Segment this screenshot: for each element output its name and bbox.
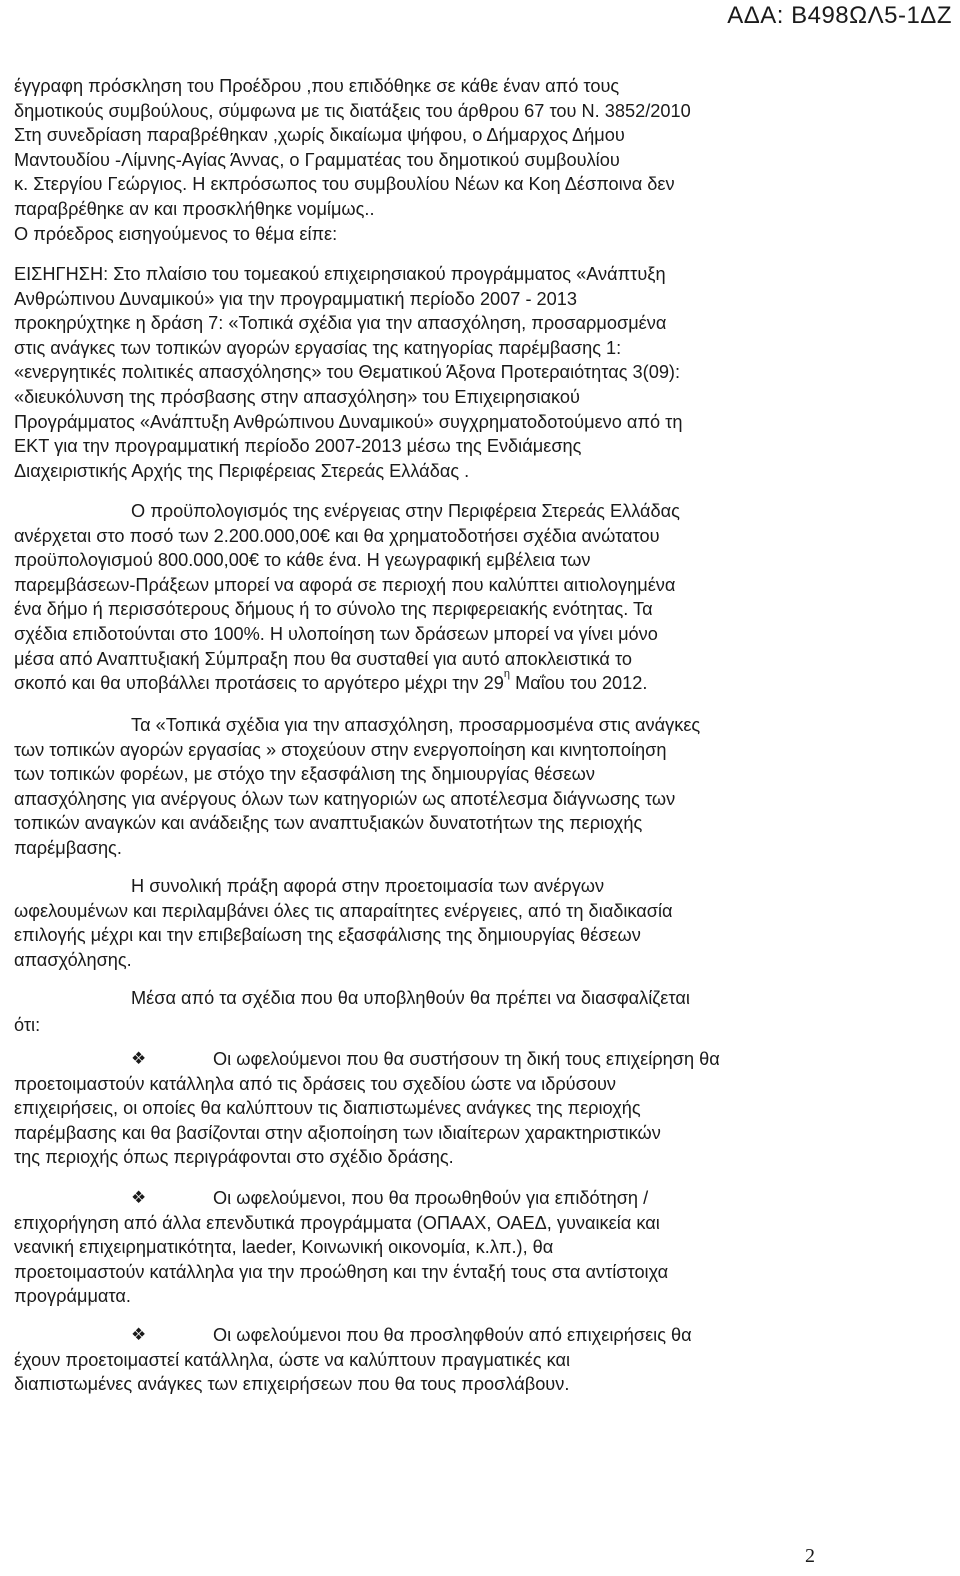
ada-code: ΑΔΑ: Β498ΩΛ5-1ΔΖ xyxy=(727,2,952,29)
text-line: επιλογής μέχρι και την επιβεβαίωση της εξασφάλισης της δημιουργίας θέσεων xyxy=(14,925,641,946)
text-line: στις ανάγκες των τοπικών αγορών εργασίας της κατηγορίας παρέμβασης 1: xyxy=(14,337,622,358)
text-line: των τοπικών αγορών εργασίας » στοχεύουν στην ενεργοποίηση και κινητοποίηση xyxy=(14,739,667,760)
deadline-superscript: η xyxy=(503,668,511,681)
text-line: σχέδια επιδοτούνται στο 100%. Η υλοποίηση των δράσεων μπορεί να γίνει μόνο xyxy=(14,623,658,644)
plans-paragraph xyxy=(14,713,844,861)
intro-paragraph xyxy=(14,74,844,246)
text-line: Οι ωφελούμενοι που θα προσληφθούν από επιχειρήσεις θα xyxy=(213,1325,692,1345)
text-line: διαπιστωμένες ανάγκες των επιχειρήσεων που θα τους προσλάβουν. xyxy=(14,1374,570,1395)
text-line: δημοτικούς συμβούλους, σύμφωνα με τις διατάξεις του άρθρου 67 του Ν. 3852/2010 xyxy=(14,100,691,121)
text-line: προετοιμαστούν κατάλληλα για την προώθηση και την ένταξή τους στα αντίστοιχα xyxy=(14,1261,669,1282)
bullet-item xyxy=(14,1323,844,1397)
text-line: προγράμματα. xyxy=(14,1286,131,1307)
deadline-text-end: Μαΐου του 2012. xyxy=(510,673,648,694)
text-line: έγγραφη πρόσκληση του Προέδρου ,που επιδόθηκε σε κάθε έναν από τους xyxy=(14,76,620,96)
text-line: νεανική επιχειρηματικότητα, laeder, Κοινωνική οικονομία, κ.λπ.), θα xyxy=(14,1237,554,1258)
text-line: Οι ωφελούμενοι, που θα προωθηθούν για επιδότηση / xyxy=(213,1188,649,1208)
text-line: Μαντουδίου -Λίμνης-Αγίας Άννας, ο Γραμματέας του δημοτικού συμβουλίου xyxy=(14,149,620,170)
text-line: Οι ωφελούμενοι που θα συστήσουν τη δική τους επιχείρηση θα xyxy=(213,1049,720,1069)
text-line: «ενεργητικές πολιτικές απασχόλησης» του Θεματικού Άξονα Προτεραιότητας 3(09): xyxy=(14,362,681,383)
deadline-line xyxy=(14,668,844,696)
text-line: της περιοχής όπως περιγράφονται στο σχέδιο δράσης. xyxy=(14,1147,454,1168)
text-line: ωφελουμένων και περιλαμβάνει όλες τις απαραίτητες ενέργειες, από τη διαδικασία xyxy=(14,900,673,921)
page-number: 2 xyxy=(805,1545,815,1567)
action-paragraph xyxy=(14,874,844,972)
ensure-line xyxy=(14,986,844,1011)
text-line: προϋπολογισμού 800.000,00€ το κάθε ένα. Η γεωγραφική εμβέλεια των xyxy=(14,550,591,571)
text-line: προκηρύχτηκε η δράση 7: «Τοπικά σχέδια για την απασχόληση, προσαρμοσμένα xyxy=(14,313,667,334)
text-line: παρέμβασης. xyxy=(14,837,122,858)
text-line: μέσα από Αναπτυξιακή Σύμπραξη που θα συσταθεί για αυτό αποκλειστικά το xyxy=(14,648,632,669)
text-line: έχουν προετοιμαστεί κατάλληλα, ώστε να καλύπτουν πραγματικές και xyxy=(14,1349,571,1370)
text-line: ένα δήμο ή περισσότερους δήμους ή το σύνολο της περιφερειακής ενότητας. Τα xyxy=(14,599,653,620)
text-line: κ. Στεργίου Γεώργιος. Η εκπρόσωπος του συμβουλίου Νέων κα Κοη Δέσποινα δεν xyxy=(14,174,675,195)
text-line: των τοπικών φορέων, με στόχο την εξασφάλιση της δημιουργίας θέσεων xyxy=(14,764,595,785)
bullet-item xyxy=(14,1047,844,1170)
text-line: Ο πρόεδρος εισηγούμενος το θέμα είπε: xyxy=(14,223,338,244)
text-line: Μέσα από τα σχέδια που θα υποβληθούν θα πρέπει να διασφαλίζεται xyxy=(131,988,690,1008)
text-line: απασχόλησης. xyxy=(14,949,132,970)
text-line: Ο προϋπολογισμός της ενέργειας στην Περιφέρεια Στερεάς Ελλάδας xyxy=(131,501,680,521)
text-line: Διαχειριστικής Αρχής της Περιφέρειας Στερεάς Ελλάδας . xyxy=(14,460,470,481)
diamond-bullet-icon: ❖ xyxy=(131,1188,147,1207)
text-line: απασχόλησης για ανέργους όλων των κατηγοριών ως αποτέλεσμα διάγνωσης των xyxy=(14,788,676,809)
text-line: ότι: xyxy=(14,1015,41,1035)
text-line: ανέρχεται στο ποσό των 2.200.000,00€ και θα χρηματοδοτήσει σχέδια ανώτατου xyxy=(14,525,660,546)
text-line: Στη συνεδρίαση παραβρέθηκαν ,χωρίς δικαίωμα ψήφου, ο Δήμαρχος Δήμου xyxy=(14,125,625,146)
text-line: ΕΙΣΗΓΗΣΗ: Στο πλαίσιο του τομεακού επιχειρησιακού προγράμματος «Ανάπτυξη xyxy=(14,264,666,284)
deadline-text: σκοπό και θα υποβάλλει προτάσεις το αργότερο μέχρι την 29 xyxy=(14,673,504,694)
text-line: «διευκόλυνση της πρόσβασης στην απασχόληση» του Επιχειρησιακού xyxy=(14,386,580,407)
bullet-item xyxy=(14,1186,844,1309)
text-line: Τα «Τοπικά σχέδια για την απασχόληση, προσαρμοσμένα στις ανάγκες xyxy=(131,715,701,735)
text-line: Ανθρώπινου Δυναμικού» για την προγραμματική περίοδο 2007 - 2013 xyxy=(14,288,578,309)
budget-paragraph xyxy=(14,499,844,696)
text-line: επιχειρήσεις, οι οποίες θα καλύπτουν τις διαπιστωμένες ανάγκες της περιοχής xyxy=(14,1098,641,1119)
text-line: ΕΚΤ για την προγραμματική περίοδο 2007-2013 μέσω της Ενδιάμεσης xyxy=(14,436,582,457)
text-line: Προγράμματος «Ανάπτυξη Ανθρώπινου Δυναμικού» συγχρηματοδοτούμενο από τη xyxy=(14,411,683,432)
text-line: παρεμβάσεων-Πράξεων μπορεί να αφορά σε περιοχή που καλύπτει αιτιολογημένα xyxy=(14,574,676,595)
text-line: προετοιμαστούν κατάλληλα από τις δράσεις του σχεδίου ώστε να ιδρύσουν xyxy=(14,1073,616,1094)
eisigisi-paragraph xyxy=(14,262,844,483)
text-line: Η συνολική πράξη αφορά στην προετοιμασία των ανέργων xyxy=(131,876,605,896)
text-line: παρέμβασης και θα βασίζονται στην αξιοποίηση των ιδιαίτερων χαρακτηριστικών xyxy=(14,1122,661,1143)
diamond-bullet-icon: ❖ xyxy=(131,1049,147,1068)
text-line: παραβρέθηκε αν και προσκλήθηκε νομίμως.. xyxy=(14,198,375,219)
text-line: επιχορήγηση από άλλα επενδυτικά προγράμματα (ΟΠΑΑΧ, ΟΑΕΔ, γυναικεία και xyxy=(14,1212,660,1233)
text-line: τοπικών αναγκών και ανάδειξης των αναπτυξιακών δυνατοτήτων της περιοχής xyxy=(14,813,643,834)
oti-line xyxy=(14,1013,844,1038)
diamond-bullet-icon: ❖ xyxy=(131,1325,147,1344)
